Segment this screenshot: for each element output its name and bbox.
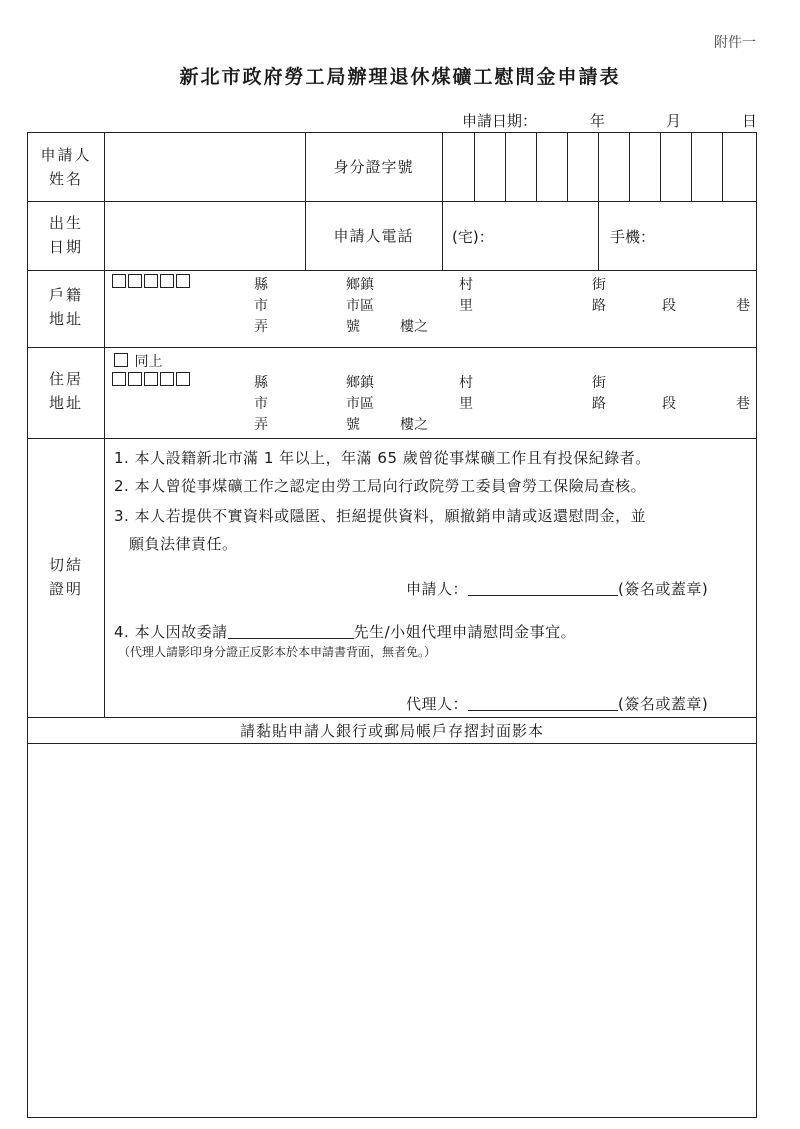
applicant-name-field[interactable] [105,133,304,201]
proxy-sig-label: 代理人： [406,695,469,713]
res-postal-code-boxes[interactable] [112,372,192,389]
addr-district: 市區 [346,298,374,314]
proxy-sig-note: (簽名或蓋章) [618,695,709,713]
declaration-item-2: 2. 本人曾從事煤礦工作之認定由勞工局向行政院勞工委員會勞工保險局查核。 [114,477,647,495]
form-title: 新北市政府勞工局辦理退休煤礦工慰問金申請表 [179,66,621,88]
addr-street: 街 [592,277,606,293]
postal-code-boxes[interactable] [112,274,192,291]
res-county: 縣 [254,375,268,391]
birth-date-label: 出生 日期 [48,214,83,256]
declaration-item-1: 1. 本人設籍新北市滿 1 年以上，年滿 65 歲曾從事煤礦工作且有投保紀錄者。 [114,449,651,467]
id-number-label: 身分證字號 [333,158,414,176]
date-month: 月 [666,112,682,130]
addr-village: 村 [459,277,473,293]
declaration-item-3a: 3. 本人若提供不實資料或隱匿、拒絕提供資料，願撤銷申請或返還慰問金，並 [114,507,647,525]
res-section: 段 [662,396,676,412]
date-label: 申請日期： [462,112,538,130]
phone-label: 申請人電話 [333,227,414,245]
proxy-note: （代理人請影印身分證正反影本於本申請書背面，無者免。） [118,645,437,659]
addr-neighborhood: 里 [459,298,473,314]
res-township: 鄉鎮 [346,375,374,391]
applicant-name-label: 申請人 姓名 [40,146,92,188]
res-floor: 樓之 [400,417,428,433]
addr-floor: 樓之 [400,319,428,335]
residential-address-label: 住居 地址 [48,370,83,412]
res-city: 市 [254,396,268,412]
applicant-sig-note: (簽名或蓋章) [618,580,709,598]
addr-alley: 弄 [254,319,268,335]
addr-lane: 巷 [736,298,750,314]
application-date-line [462,110,762,130]
applicant-sig-label: 申請人： [406,580,469,598]
addr-township: 鄉鎮 [346,277,374,293]
registered-address-label: 戶籍 地址 [48,286,83,328]
home-phone-label[interactable]: (宅)： [452,228,494,246]
res-lane: 巷 [736,396,750,412]
same-as-checkbox[interactable] [114,351,162,371]
res-number: 號 [346,417,360,433]
applicant-signature-line[interactable] [406,578,708,599]
res-road: 路 [592,396,606,412]
item4-post: 先生/小姐代理申請慰問金事宜。 [353,623,577,641]
declaration-item-4 [114,621,576,642]
item4-pre: 4. 本人因故委請 [114,623,228,641]
proxy-name-field[interactable] [228,638,354,639]
date-day: 日 [742,112,758,130]
addr-city: 市 [254,298,268,314]
id-number-field[interactable] [443,133,755,201]
res-village: 村 [459,375,473,391]
same-as-label: 同上 [134,354,163,370]
res-district: 市區 [346,396,374,412]
declaration-item-3b: 願負法律責任。 [129,535,238,553]
date-year: 年 [590,112,606,130]
addr-road: 路 [592,298,606,314]
declaration-label: 切結 證明 [48,556,83,598]
res-street: 街 [592,375,606,391]
bank-passbook-paste-area[interactable] [28,744,756,1116]
addr-section: 段 [662,298,676,314]
attachment-label: 附件一 [714,35,756,51]
application-form-table [27,132,757,1118]
mobile-phone-label[interactable]: 手機： [610,228,656,246]
res-neighborhood: 里 [459,396,473,412]
res-alley: 弄 [254,417,268,433]
addr-county: 縣 [254,277,268,293]
addr-number: 號 [346,319,360,335]
bank-passbook-label: 請黏貼申請人銀行或郵局帳戶存摺封面影本 [239,722,544,740]
birth-date-field[interactable] [105,202,304,270]
proxy-signature-line[interactable] [406,693,708,714]
